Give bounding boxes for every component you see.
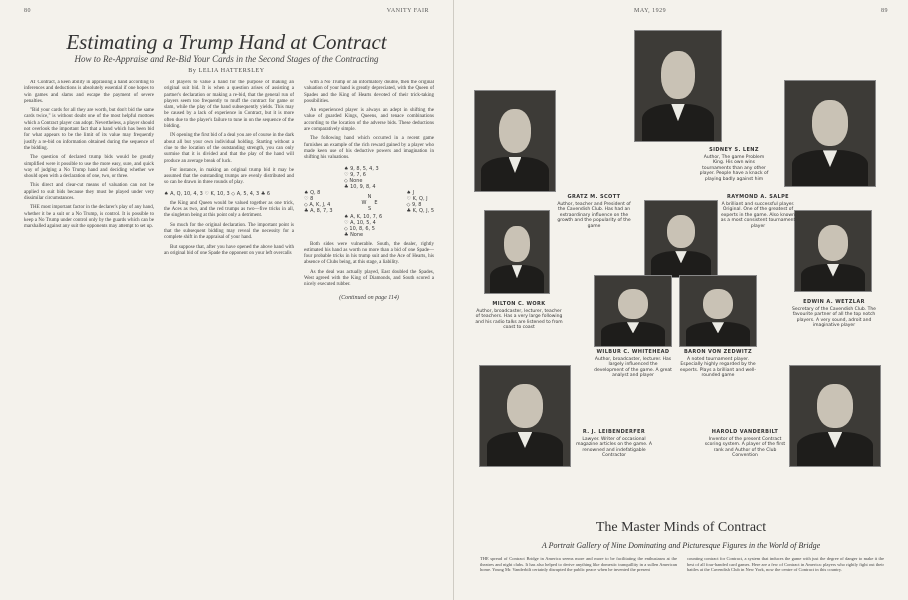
north-hearts: ♡ 9, 7, 6 <box>344 171 366 178</box>
paragraph: But suppose that, after you have opened the above hand with an original bid of one Spade the opponent on your left overcalls <box>164 244 294 256</box>
example-hand: ♠ A, Q, 10, 4, 3 ♡ K, 10, 3 ◇ A, 5, 4, 3 ♣ 6 <box>164 190 271 197</box>
intro-right: counting contract for Contract, a system that induces the game with just the degree of danger to make it the best of all four-handed card games. Here are a few of Contract in America: players who rightly fight out their battles at the Cavendish Club in New York, now the centre of Contract in this country. <box>687 556 884 572</box>
right-page <box>454 0 908 600</box>
paragraph: Both sides were vulnerable. South, the dealer, rightly estimated his hand as worth no more than a bid of one Spade—four probable tricks in his trump suit and the Ace of Hearts, his absence of Clubs being, at this stage, a liability. <box>304 241 434 266</box>
portrait-photo <box>794 210 872 292</box>
caption-salpe: RAYMOND A. SALPE A brilliant and successful player. Original. One of the greatest of experts in the game. Also known as a most consistent tournament player <box>720 194 796 229</box>
portrait-photo <box>484 210 550 294</box>
compass-south: S <box>367 205 372 212</box>
compass <box>362 190 378 214</box>
caption-wetzlar: EDWIN A. WETZLAR Secretary of the Cavendish Club. The favourite partner of all the top notch players. A very sound, adroit and imaginative player <box>792 299 876 328</box>
portrait-photo <box>479 365 571 467</box>
paragraph: So much for the original declaration. The important point is that the subsequent bidding may reveal the necessity for a complete shift in the appraisal of your hand. <box>164 222 294 241</box>
south-hand <box>304 214 434 238</box>
caption-leibenderfer: R. J. LEIBENDERFER Lawyer. Writer of occasional magazine articles on the game. A renowned and indefatigable Contractor <box>576 429 652 458</box>
east-spades: ♠ J <box>406 189 415 196</box>
paragraph: THE most important factor in the declarer's play of any hand, whether it be a suit or a No Trump, is control. It is possible to keep a No Trump under control only by the guards which can be marshalled against any suit the opponents may attempt to set up. <box>24 205 154 230</box>
portrait-photo <box>634 30 722 142</box>
portrait-gallery <box>454 20 908 500</box>
caption-lenz: SIDNEY S. LENZ Author, The game Problem King. His own wins tournaments than any other player. People have a knack of playing badly against him <box>699 147 769 182</box>
portrait-photo <box>679 275 757 347</box>
portrait-photo <box>594 275 672 347</box>
east-hearts: ♡ K, Q, J <box>406 195 428 202</box>
page-number-right: 89 <box>881 8 888 14</box>
caption-zedwitz: BARON VON ZEDWITZ A noted tournament player. Especially highly regarded by the experts. Plays a brilliant and well-rounded game <box>679 349 757 378</box>
paragraph: of players to value a hand for the purpose of making an original suit bid. It is when a question arises of assisting a partner's declaration or making a re-bid, that the general run of players seem too frequently to muff the contract for game or slam, while the play of the hand subsequently yields. This may be caused by a lack of experience in Contract, but it is more often due to the player's failure to tune in on the sequence of the bidding. <box>164 80 294 130</box>
caption-whitehead: WILBUR C. WHITEHEAD Author, broadcaster, lecturer. Has largely influenced the development of the game. A great analyst and player <box>594 349 672 378</box>
column-2 <box>164 80 294 590</box>
east-clubs: ♣ K, Q, J, 5 <box>406 207 434 214</box>
caption-vanderbilt: HAROLD VANDERBILT Inventor of the present Contract scoring system. A player of the first rank and Author of the Club Convention <box>704 429 786 458</box>
page-number-left: 80 <box>24 8 31 14</box>
south-spades: ♠ A, K, 10, 7, 6 <box>344 213 383 220</box>
north-hand <box>304 166 434 190</box>
portrait-photo <box>789 365 881 467</box>
paragraph: with a No Trump or an informatory double, then the original valuation of your hand is greatly depreciated, with the Queen of Spades and the King of Hearts devoted of their trick-taking possibilities. <box>304 80 434 104</box>
continued-note: (Continued on page 114) <box>339 294 399 301</box>
compass-north: N <box>367 193 372 200</box>
west-clubs: ♣ A, 8, 7, 3 <box>304 207 333 214</box>
caption-work: MILTON C. WORK Author, broadcaster, lecturer, teacher of teachers. Has a very large following and his radio talks are listened to from coast to coast <box>475 301 563 330</box>
paragraph: AT Contract, a keen ability in appraising a hand according to inferences and deductions is absolutely essential if one hopes to win games and slams and escape the payment of severe penalties. <box>24 80 154 104</box>
portrait-photo <box>644 200 718 278</box>
paragraph: The question of declared trump bids would be greatly simplified were it possible to use the more easy, sure, and quick way of judging a No Trump hand and deciding whether we should open with a declaration of one, two, or three. <box>24 155 154 180</box>
bridge-diagram <box>304 166 434 238</box>
paragraph: An experienced player is always an adept in shifting the value of guarded Kings, Queens, and tenace combinations according to the location of the adverse bids. These deductions are comparatively simple. <box>304 108 434 133</box>
west-diamonds: ◇ A, K, J, 4 <box>304 201 331 208</box>
column-1 <box>24 80 154 590</box>
gallery-subtitle: A Portrait Gallery of Nine Dominating and Picturesque Figures in the World of Bridge <box>541 541 821 550</box>
magazine-name: VANITY FAIR <box>386 8 429 14</box>
issue-date: MAY, 1929 <box>634 8 667 14</box>
caption-scott: GRATZ M. SCOTT Author, teacher and President of the Cavendish Club. Has had an extraordinary influence on the growth and the popularity of the game <box>557 194 631 229</box>
north-diamonds: ◇ None <box>344 177 363 184</box>
west-spades: ♠ Q, 8 <box>304 189 321 196</box>
east-diamonds: ◇ 9, 8 <box>406 201 422 208</box>
gallery-intro <box>480 556 884 573</box>
west-hand <box>304 190 333 214</box>
paragraph: This direct and clear-cut means of valuation can not be applied to suit bids because they must be played under very dissimilar circumstances. <box>24 183 154 202</box>
article-title: Estimating a Trump Hand at Contract <box>66 30 387 54</box>
north-clubs: ♣ 10, 9, 8, 4 <box>344 183 376 190</box>
west-east-row <box>304 190 434 214</box>
south-diamonds: ◇ 10, 8, 6, 5 <box>344 225 375 232</box>
intro-left: THE spread of Contract Bridge in America seems more and more to be facilitating the enthusiasm at the theatres and night clubs. It has also helped to derive anything like domestic tranquillity in a sullen American home. Young Mr. Vanderbilt certainly disrupted the public peace when he invented the present <box>480 556 677 572</box>
west-hearts: ♡ 8 <box>304 195 314 202</box>
paragraph: For instance, in making an original trump bid it may be assumed that the outstanding trumps are evenly distributed and so can be drawn in three rounds of play. <box>164 167 294 186</box>
byline: By LELIA HATTERSLEY <box>188 68 265 74</box>
column-3 <box>304 80 434 590</box>
portrait-photo <box>784 80 876 187</box>
paragraph: As the deal was actually played, East doubled the Spades, West agreed with the King of Diamonds, and South scored a nicely executed rubber. <box>304 269 434 288</box>
north-spades: ♠ 9, 8, 5, 4, 3 <box>344 165 379 172</box>
east-hand <box>407 190 434 214</box>
paragraph: IN opening the first bid of a deal you are of course in the dark about all but your own individual holding. Starting without a clue to the location of the outstanding strength, you can only surmise that it is divided and that the play of the hand will produce an average break of luck. <box>164 133 294 164</box>
paragraph: "Bid your cards for all they are worth, but don't bid the same cards twice," is without doubt one of the most helpful mottoes which a Contract player can adopt. Nevertheless, a player should not overlook the important fact that a hand which has been bid for what appears to be the limit of its value may frequently justify a re-bid on information obtained during the sequence of the bidding. <box>24 108 154 151</box>
article-columns <box>24 80 434 590</box>
article-subtitle: How to Re-Appraise and Re-Bid Your Cards in the Second Stages of the Contracting <box>74 54 379 64</box>
south-hearts: ♡ A, 10, 5, 4 <box>344 219 376 226</box>
paragraph: The following hand which occurred in a recent game furnishes an example of the rich reward gained by a player who made keen use of his deductive powers and imagination in shifting his valuations. <box>304 136 434 161</box>
paragraph: the King and Queen would be valued together as one trick, the Aces as two, and the red trumps as two—five tricks in all, the singleton being at this point only a detriment. <box>164 200 294 219</box>
gallery-title: The Master Minds of Contract <box>595 520 767 535</box>
portrait-photo <box>474 90 556 192</box>
compass-west-east: W E <box>361 199 378 206</box>
south-clubs: ♣ None <box>344 231 364 238</box>
